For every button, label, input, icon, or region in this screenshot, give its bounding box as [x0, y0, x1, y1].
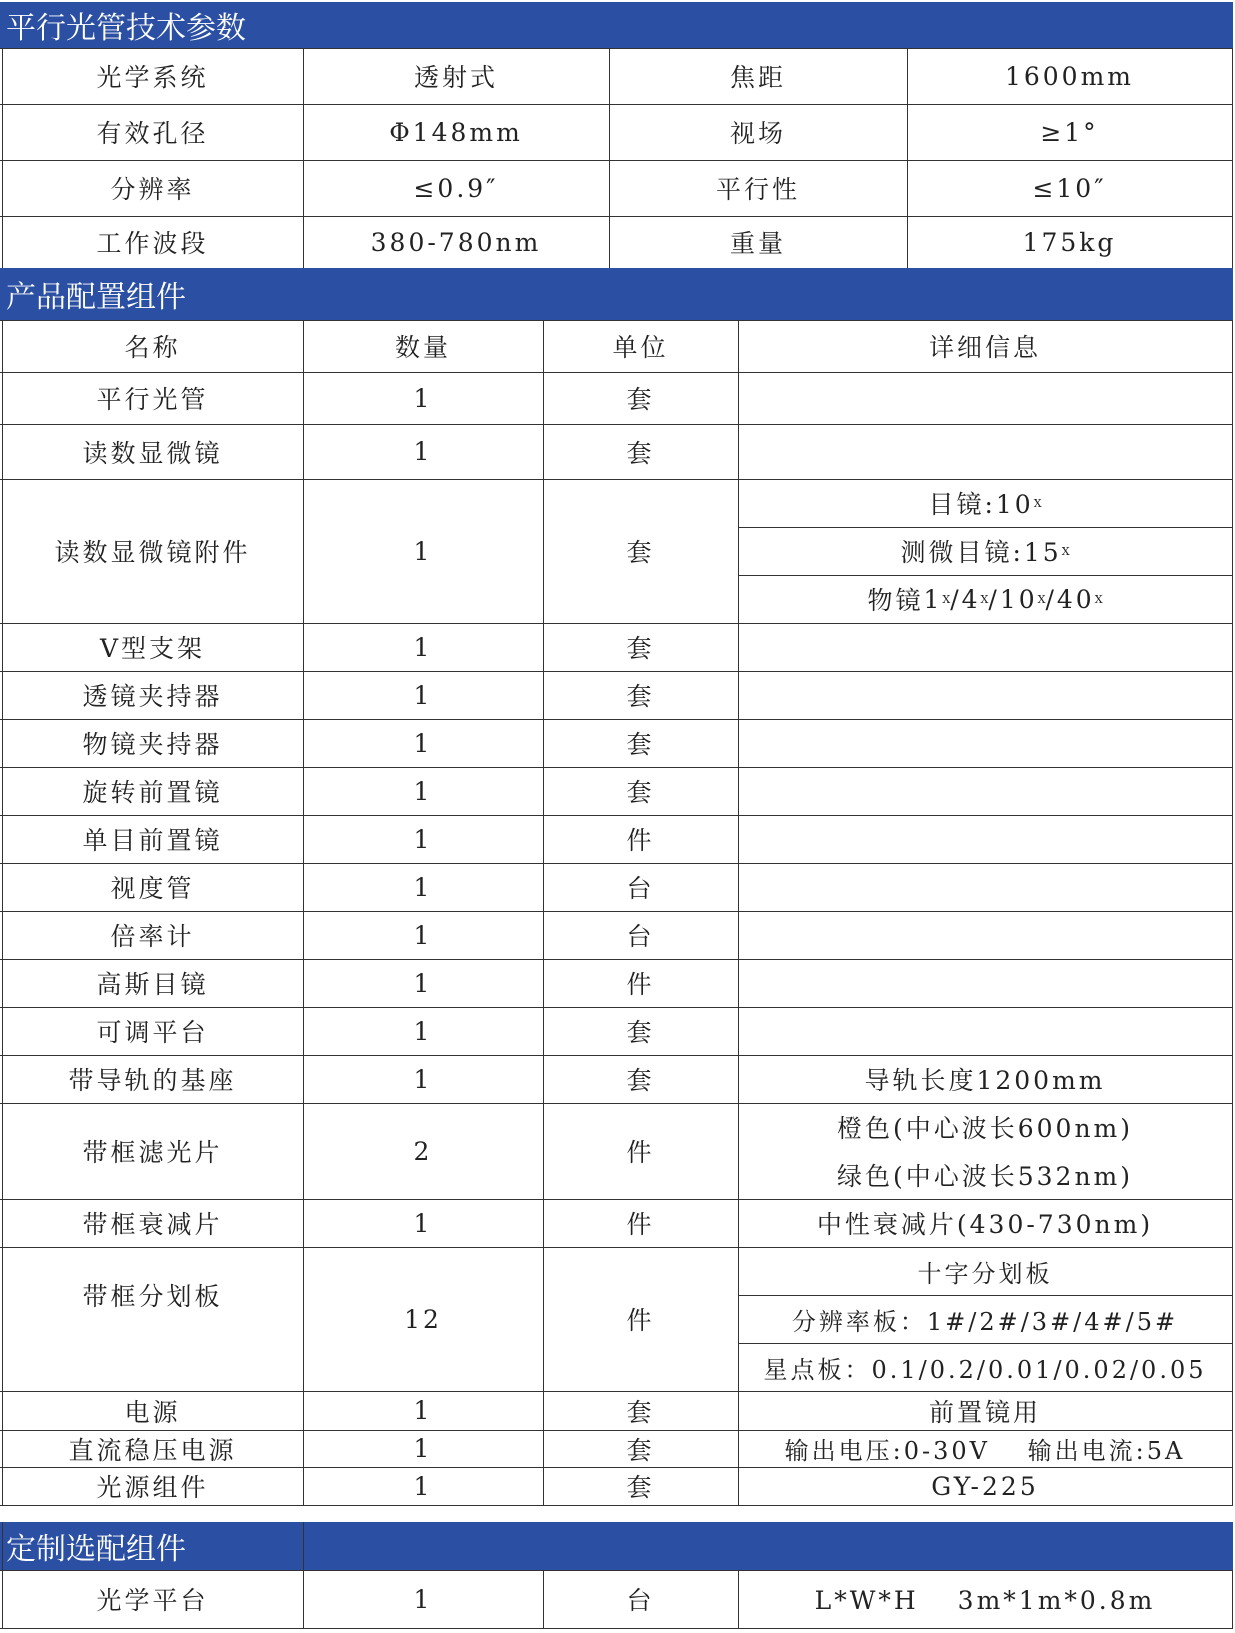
detail-text: 物镜 [867, 586, 924, 615]
table-rule-vertical [1232, 1570, 1233, 1628]
config-item-qty: 12 [404, 1304, 442, 1334]
config-item-qty: 1 [413, 824, 433, 854]
column-header: 详细信息 [928, 333, 1041, 362]
config-item-detail [738, 575, 1232, 623]
section-title: 定制选配组件 [6, 1532, 186, 1567]
config-item-name: 透镜夹持器 [82, 682, 223, 711]
config-item-name: 带框滤光片 [82, 1138, 223, 1167]
param-label: 光学系统 [96, 63, 209, 92]
config-item-detail: 输出电压:0-30V 输出电流:5A [784, 1437, 1186, 1465]
config-item-unit: 套 [626, 730, 655, 759]
config-item-name: 读数显微镜 [82, 438, 223, 468]
section-band-custom [0, 1522, 1233, 1570]
param-label: 焦距 [729, 63, 786, 92]
config-item-qty: 2 [413, 1136, 433, 1166]
config-item-detail: 导轨长度1200mm [864, 1066, 1106, 1095]
config-item-unit: 套 [626, 778, 655, 807]
detail-text: /40 [1045, 584, 1095, 614]
config-item-unit: 套 [626, 1473, 655, 1502]
config-item-unit: 件 [626, 970, 655, 999]
table-rule-vertical [738, 320, 739, 1505]
custom-item-name: 光学平台 [96, 1586, 209, 1615]
config-item-unit: 套 [626, 1435, 655, 1465]
table-rule-vertical [2, 1522, 3, 1628]
config-item-qty: 1 [413, 1208, 433, 1238]
config-item-qty: 1 [413, 728, 433, 758]
config-item-name: 读数显微镜附件 [54, 538, 251, 567]
param-value: 1600mm [1004, 61, 1135, 91]
config-item-qty: 1 [413, 680, 433, 710]
config-item-detail: 橙色(中心波长600nm) [836, 1114, 1134, 1143]
config-item-name: 旋转前置镜 [82, 778, 223, 807]
superscript-mark: X [1033, 496, 1042, 510]
config-item-qty: 1 [413, 1471, 433, 1501]
config-item-qty: 1 [413, 632, 433, 662]
config-item-name: 单目前置镜 [82, 826, 223, 855]
param-label: 平行性 [715, 175, 800, 204]
table-rule-vertical [2, 320, 3, 1505]
param-label: 工作波段 [96, 229, 209, 258]
config-item-detail: 绿色(中心波长532nm) [836, 1162, 1134, 1191]
table-rule-horizontal [738, 1343, 1232, 1344]
param-value: 175kg [1022, 227, 1117, 257]
config-item-name: 光源组件 [96, 1473, 209, 1502]
section-band-config [0, 268, 1233, 320]
table-rule-vertical [543, 320, 544, 1505]
config-item-unit: 套 [626, 385, 655, 414]
superscript-mark: X [1061, 544, 1070, 558]
param-label: 分辨率 [110, 175, 195, 204]
table-rule-vertical [1232, 320, 1233, 1505]
table-rule-horizontal [0, 1628, 1233, 1629]
config-item-qty: 1 [413, 536, 433, 566]
table-rule-vertical [738, 1570, 739, 1628]
config-item-detail: 分辨率板：1#/2#/3#/4#/5# [791, 1307, 1179, 1336]
config-item-unit: 件 [626, 826, 655, 855]
detail-text: 1 [923, 584, 943, 614]
config-item-name: 视度管 [110, 874, 195, 903]
table-rule-horizontal [0, 1505, 1233, 1506]
custom-item-unit: 台 [626, 1586, 655, 1615]
section-title: 平行光管技术参数 [6, 11, 246, 46]
table-rule-vertical [303, 320, 304, 1505]
config-item-name: 倍率计 [110, 922, 195, 951]
config-item-unit: 套 [626, 1018, 655, 1047]
superscript-mark: X [942, 592, 951, 606]
config-item-qty: 1 [413, 383, 433, 413]
config-item-unit: 套 [626, 438, 655, 468]
config-item-name: 带框衰减片 [82, 1210, 223, 1239]
config-item-detail: 前置镜用 [928, 1397, 1041, 1427]
config-item-qty: 1 [413, 920, 433, 950]
column-header: 单位 [612, 333, 669, 362]
table-rule-horizontal [738, 575, 1232, 576]
config-item-name: 带框分划板 [82, 1282, 223, 1311]
param-value: 380-780nm [370, 227, 542, 257]
section-title: 产品配置组件 [6, 280, 186, 315]
config-item-qty: 1 [413, 1064, 433, 1094]
detail-text: /4 [950, 584, 981, 614]
table-rule-horizontal [738, 1295, 1232, 1296]
config-item-name: 直流稳压电源 [68, 1435, 237, 1465]
config-item-name: 电源 [124, 1397, 181, 1427]
config-item-unit: 套 [626, 1066, 655, 1095]
table-rule-horizontal [738, 527, 1232, 528]
config-item-unit: 件 [626, 1210, 655, 1239]
param-value: ≥1° [1040, 117, 1099, 147]
custom-item-detail: L*W*H 3m*1m*0.8m [814, 1586, 1156, 1615]
column-header: 数量 [394, 333, 451, 362]
config-item-name: 物镜夹持器 [82, 730, 223, 759]
config-item-detail: 目镜:10 X [928, 490, 1042, 519]
config-item-detail: 中性衰减片(430-730nm) [816, 1210, 1154, 1239]
table-rule-vertical [303, 1522, 304, 1628]
config-item-detail: 测微目镜:15 X [900, 538, 1070, 567]
superscript-mark: X [980, 592, 989, 606]
detail-text: /10 [988, 584, 1038, 614]
config-item-unit: 台 [626, 874, 655, 903]
param-label: 视场 [729, 119, 786, 148]
config-item-qty: 1 [413, 1434, 433, 1463]
config-item-unit: 件 [626, 1138, 655, 1167]
config-item-name: V型支架 [99, 634, 206, 663]
config-item-detail: GY-225 [931, 1471, 1039, 1501]
table-rule-vertical [543, 1570, 544, 1628]
config-item-qty: 1 [413, 872, 433, 902]
config-item-qty: 1 [413, 776, 433, 806]
config-item-unit: 台 [626, 922, 655, 951]
param-value: 透射式 [413, 63, 498, 92]
config-item-qty: 1 [413, 968, 433, 998]
config-item-unit: 套 [626, 538, 655, 567]
config-item-unit: 套 [626, 682, 655, 711]
param-value: ≤10″ [1032, 173, 1107, 203]
column-header: 名称 [124, 333, 181, 362]
config-item-name: 带导轨的基座 [68, 1066, 237, 1095]
config-item-qty: 1 [413, 437, 433, 466]
config-item-name: 高斯目镜 [96, 970, 209, 999]
config-item-unit: 套 [626, 634, 655, 663]
config-item-name: 可调平台 [96, 1018, 209, 1047]
config-item-qty: 1 [413, 1016, 433, 1046]
config-item-qty: 1 [413, 1396, 433, 1425]
custom-item-qty: 1 [413, 1584, 433, 1614]
config-item-unit: 件 [626, 1306, 655, 1335]
superscript-mark: X [1037, 592, 1046, 606]
config-item-name: 平行光管 [96, 385, 209, 414]
section-band-params [0, 2, 1233, 48]
config-item-detail: 十字分划板 [917, 1259, 1053, 1288]
config-item-detail: 星点板：0.1/0.2/0.01/0.02/0.05 [763, 1355, 1207, 1384]
param-label: 重量 [729, 229, 786, 258]
superscript-mark: X [1094, 592, 1103, 606]
param-value: Φ148mm [389, 117, 523, 147]
config-item-unit: 套 [626, 1397, 655, 1427]
param-label: 有效孔径 [96, 119, 209, 148]
param-value: ≤0.9″ [413, 173, 499, 203]
